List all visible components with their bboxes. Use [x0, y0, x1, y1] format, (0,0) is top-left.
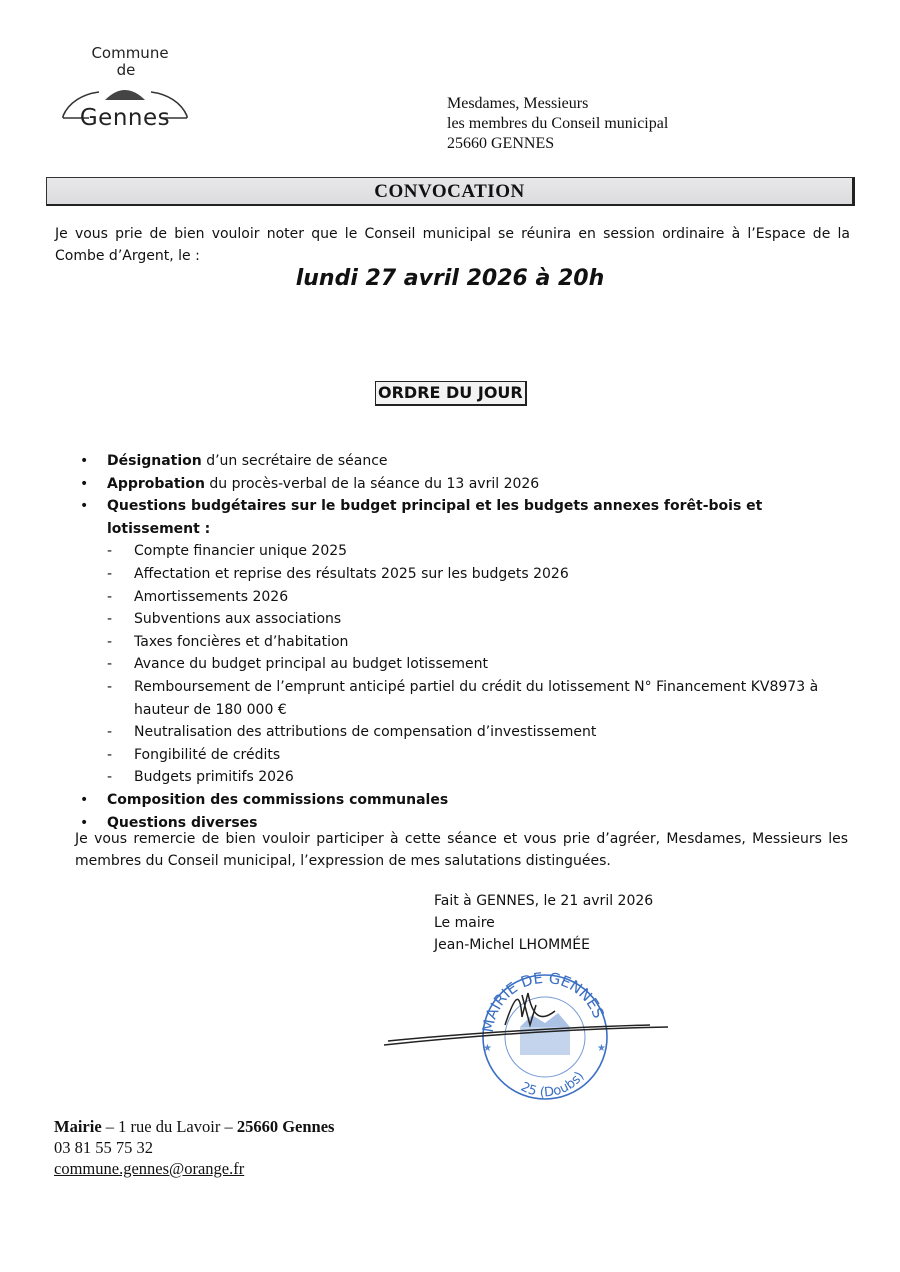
- footer-contact: [54, 1116, 334, 1179]
- signature-place-date: Fait à GENNES, le 21 avril 2026: [434, 893, 654, 909]
- closing-paragraph: Je vous remercie de bien vouloir participer à cette séance et vous prie d’agréer, Mesdames, Messieurs les membres du Conseil municipal, l’expression de mes salutations distinguées.: [75, 831, 848, 869]
- footer-address: Mairie – 1 rue du Lavoir – 25660 Gennes: [54, 1117, 335, 1136]
- recipient-line: les membres du Conseil municipal: [447, 115, 669, 132]
- footer-email-link[interactable]: commune.gennes@orange.fr: [54, 1159, 245, 1178]
- agenda-subitem: - Remboursement de l’emprunt anticipé partiel du crédit du lotissement N° Financement KV8973 à hauteur de 180 000 €: [107, 678, 819, 718]
- bullet-icon: •: [80, 791, 89, 808]
- bullet-icon: •: [80, 498, 89, 515]
- mairie-stamp: [380, 965, 680, 1105]
- recipient-line: 25660 GENNES: [447, 135, 555, 152]
- agenda-item: • Approbation du procès-verbal de la séance du 13 avril 2026: [80, 473, 850, 496]
- stamp-bottom-text: 25 (Doubs): [518, 1069, 588, 1101]
- svg-text:★: ★: [597, 1043, 606, 1054]
- logo-line-de: de: [116, 61, 136, 79]
- agenda-list: [80, 450, 850, 834]
- agenda-subitem: - Subventions aux associations: [107, 611, 342, 628]
- logo-line-commune: Commune: [91, 44, 169, 62]
- agenda-sublist: [80, 540, 850, 789]
- agenda-subitem: - Budgets primitifs 2026: [107, 769, 294, 786]
- agenda-subitem: - Neutralisation des attributions de compensation d’investissement: [107, 724, 597, 741]
- recipients-block: [447, 94, 668, 154]
- intro-paragraph: Je vous prie de bien vouloir noter que le Conseil municipal se réunira en session ordinaire à l’Espace de la Combe d’Argent, le :: [55, 226, 850, 264]
- bullet-icon: •: [80, 475, 89, 492]
- bullet-icon: •: [80, 814, 89, 831]
- agenda-title: ORDRE DU JOUR: [375, 381, 527, 406]
- meeting-date: lundi 27 avril 2026 à 20h: [295, 266, 605, 291]
- agenda-item: • Questions diverses: [80, 812, 850, 835]
- footer-phone: 03 81 55 75 32: [54, 1138, 153, 1157]
- agenda-item: • Composition des commissions communales: [80, 789, 850, 812]
- logo-line-gennes: Gennes: [79, 105, 171, 131]
- signature-block: [434, 890, 653, 956]
- bullet-icon: •: [80, 453, 89, 469]
- signature-role: Le maire: [434, 915, 495, 931]
- signature-name: Jean-Michel LHOMMÉE: [434, 937, 590, 953]
- svg-text:★: ★: [483, 1043, 492, 1054]
- agenda-item: • Questions budgétaires sur le budget principal et les budgets annexes forêt-bois et lotissement :: [80, 495, 850, 540]
- agenda-subitem: - Affectation et reprise des résultats 2025 sur les budgets 2026: [107, 565, 569, 582]
- agenda-item: • Désignation d’un secrétaire de séance: [80, 450, 850, 473]
- convocation-title: CONVOCATION: [46, 177, 855, 206]
- agenda-subitem: - Fongibilité de crédits: [107, 746, 281, 763]
- agenda-subitem: - Amortissements 2026: [107, 588, 289, 605]
- commune-logo: [55, 44, 195, 130]
- agenda-subitem: - Taxes foncières et d’habitation: [107, 633, 349, 650]
- stamp-top-text: MAIRIE DE GENNES: [478, 968, 608, 1034]
- recipient-line: Mesdames, Messieurs: [447, 95, 589, 112]
- agenda-subitem: - Compte financier unique 2025: [107, 543, 348, 560]
- agenda-sublist-container: [80, 540, 850, 789]
- agenda-subitem: - Avance du budget principal au budget lotissement: [107, 656, 488, 673]
